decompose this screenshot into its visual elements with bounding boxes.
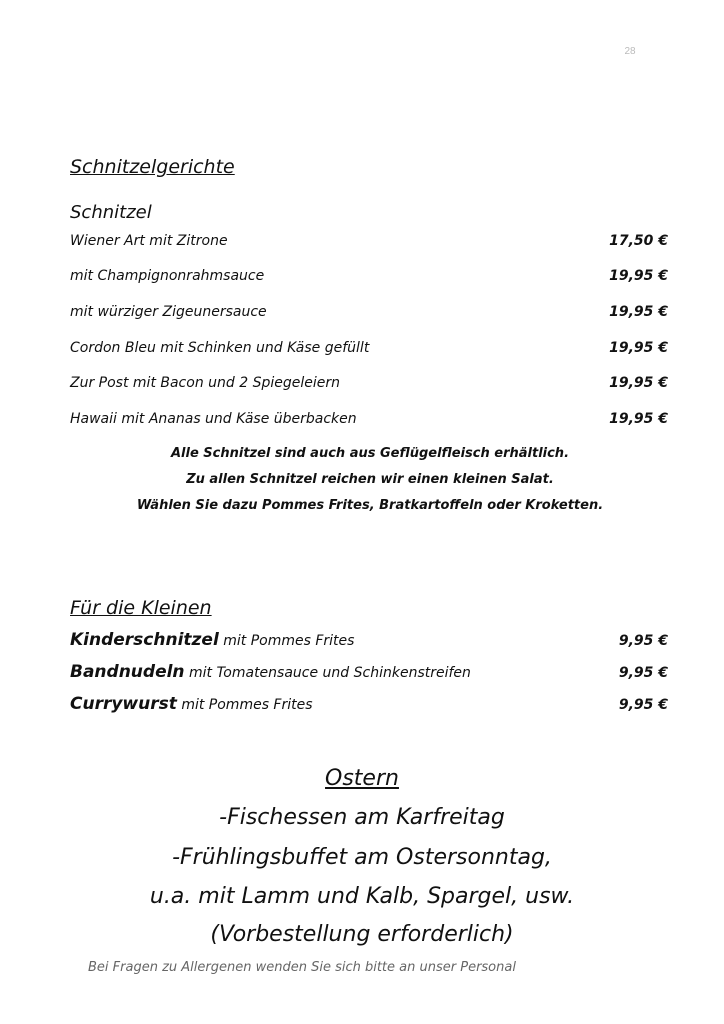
allergen-note: Bei Fragen zu Allergenen wenden Sie sich bitte an unser Personal xyxy=(88,960,516,975)
section-title-kids: Für die Kleinen xyxy=(70,597,212,619)
menu-item xyxy=(70,304,668,326)
dish-name: mit Champignonrahmsauce xyxy=(70,268,265,284)
kids-dish-price: 9,95 € xyxy=(618,633,668,649)
kids-dish-desc: mit Pommes Frites xyxy=(218,633,355,649)
section-title-schnitzelgerichte: Schnitzelgerichte xyxy=(70,156,235,178)
menu-item xyxy=(70,411,668,433)
easter-line: u.a. mit Lamm und Kalb, Spargel, usw. xyxy=(149,884,575,909)
dish-price: 19,95 € xyxy=(609,304,668,320)
easter-line: -Frühlingsbuffet am Ostersonntag, xyxy=(172,845,552,870)
easter-line: (Vorbestellung erforderlich) xyxy=(210,922,514,947)
kids-menu-item xyxy=(70,694,668,720)
schnitzel-note: Wählen Sie dazu Pommes Frites, Bratkartoffeln oder Kroketten. xyxy=(136,498,604,513)
kids-menu-item xyxy=(70,662,668,688)
dish-name: Hawaii mit Ananas und Käse überbacken xyxy=(70,411,357,427)
dish-price: 19,95 € xyxy=(609,375,668,391)
schnitzel-note: Alle Schnitzel sind auch aus Geflügelfleisch erhältlich. xyxy=(170,446,570,461)
kids-dish-name: Kinderschnitzel xyxy=(70,630,219,650)
menu-item xyxy=(70,340,668,362)
dish-name: Zur Post mit Bacon und 2 Spiegeleiern xyxy=(70,375,340,391)
dish-price: 17,50 € xyxy=(609,233,668,249)
menu-item xyxy=(70,268,668,290)
kids-menu-item xyxy=(70,630,668,656)
section-title-easter: Ostern xyxy=(325,766,399,791)
kids-dish-desc: mit Pommes Frites xyxy=(176,697,313,713)
dish-price: 19,95 € xyxy=(609,340,668,356)
kids-dish-desc: mit Tomatensauce und Schinkenstreifen xyxy=(184,665,471,681)
schnitzel-note: Zu allen Schnitzel reichen wir einen kleinen Salat. xyxy=(186,472,554,487)
page-number: 28 xyxy=(624,46,636,57)
menu-item xyxy=(70,375,668,397)
dish-name: Wiener Art mit Zitrone xyxy=(70,233,228,249)
kids-dish-price: 9,95 € xyxy=(618,697,668,713)
menu-item xyxy=(70,233,668,255)
dish-name: Cordon Bleu mit Schinken und Käse gefüllt xyxy=(70,340,370,356)
kids-dish-name: Currywurst xyxy=(70,694,177,714)
easter-line: -Fischessen am Karfreitag xyxy=(219,805,505,830)
dish-price: 19,95 € xyxy=(609,411,668,427)
kids-dish-name: Bandnudeln xyxy=(70,662,185,682)
dish-name: mit würziger Zigeunersauce xyxy=(70,304,267,320)
dish-price: 19,95 € xyxy=(609,268,668,284)
kids-dish-price: 9,95 € xyxy=(618,665,668,681)
subtitle-schnitzel: Schnitzel xyxy=(70,202,152,223)
